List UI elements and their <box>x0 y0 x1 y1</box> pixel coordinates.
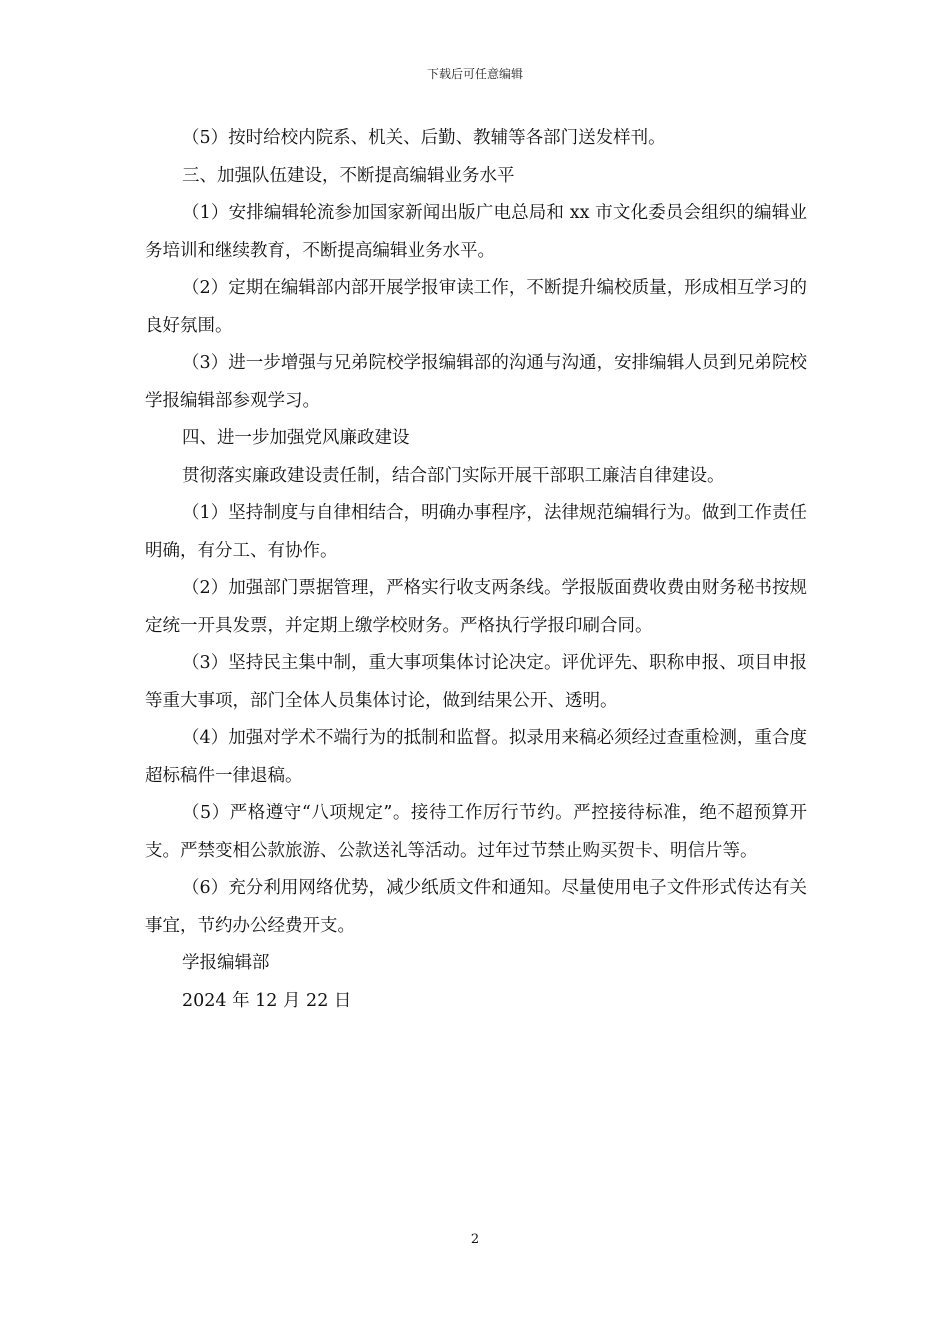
paragraph-item-3-exchange: （3）进一步增强与兄弟院校学报编辑部的沟通与沟通，安排编辑人员到兄弟院校学报编辑部参观学习。 <box>145 353 807 411</box>
paragraph-item-2-review: （2）定期在编辑部内部开展学报审读工作，不断提升编校质量，形成相互学习的良好氛围。 <box>145 278 807 336</box>
document-body <box>145 120 807 1020</box>
paragraph-item-6-network: （6）充分利用网络优势，减少纸质文件和通知。尽量使用电子文件形式传达有关事宜，节约办公经费开支。 <box>145 878 807 936</box>
paragraph-intro: 贯彻落实廉政建设责任制，结合部门实际开展干部职工廉洁自律建设。 <box>182 465 725 486</box>
paragraph-item-2-receipts: （2）加强部门票据管理，严格实行收支两条线。学报版面费收费由财务秘书按规定统一开具发票，并定期上缴学校财务。严格执行学报印刷合同。 <box>145 578 807 636</box>
paragraph-item-3-democracy: （3）坚持民主集中制，重大事项集体讨论决定。评优评先、职称申报、项目申报等重大事项，部门全体人员集体讨论，做到结果公开、透明。 <box>145 653 807 711</box>
section-heading-3: 三、加强队伍建设，不断提高编辑业务水平 <box>182 165 515 186</box>
signature-date: 2024 年 12 月 22 日 <box>182 990 352 1011</box>
paragraph-item-5-delivery: （5）按时给校内院系、机关、后勤、教辅等各部门送发样刊。 <box>182 128 666 148</box>
paragraph-item-5-rules: （5）严格遵守“八项规定”。接待工作厉行节约。严控接待标准，绝不超预算开支。严禁变相公款旅游、公款送礼等活动。过年过节禁止购买贺卡、明信片等。 <box>145 803 807 861</box>
paragraph-item-1-training: （1）安排编辑轮流参加国家新闻出版广电总局和 xx 市文化委员会组织的编辑业务培训和继续教育，不断提高编辑业务水平。 <box>145 203 807 261</box>
page-number: 2 <box>470 1232 480 1247</box>
signature-department: 学报编辑部 <box>182 953 270 973</box>
paragraph-item-4-academic: （4）加强对学术不端行为的抵制和监督。拟录用来稿必须经过查重检测，重合度超标稿件一律退稿。 <box>145 728 807 786</box>
paragraph-item-1-system: （1）坚持制度与自律相结合，明确办事程序，法律规范编辑行为。做到工作责任明确，有分工、有协作。 <box>145 503 807 561</box>
page-header: 下载后可任意编辑 <box>426 67 523 81</box>
section-heading-4: 四、进一步加强党风廉政建设 <box>182 428 410 448</box>
